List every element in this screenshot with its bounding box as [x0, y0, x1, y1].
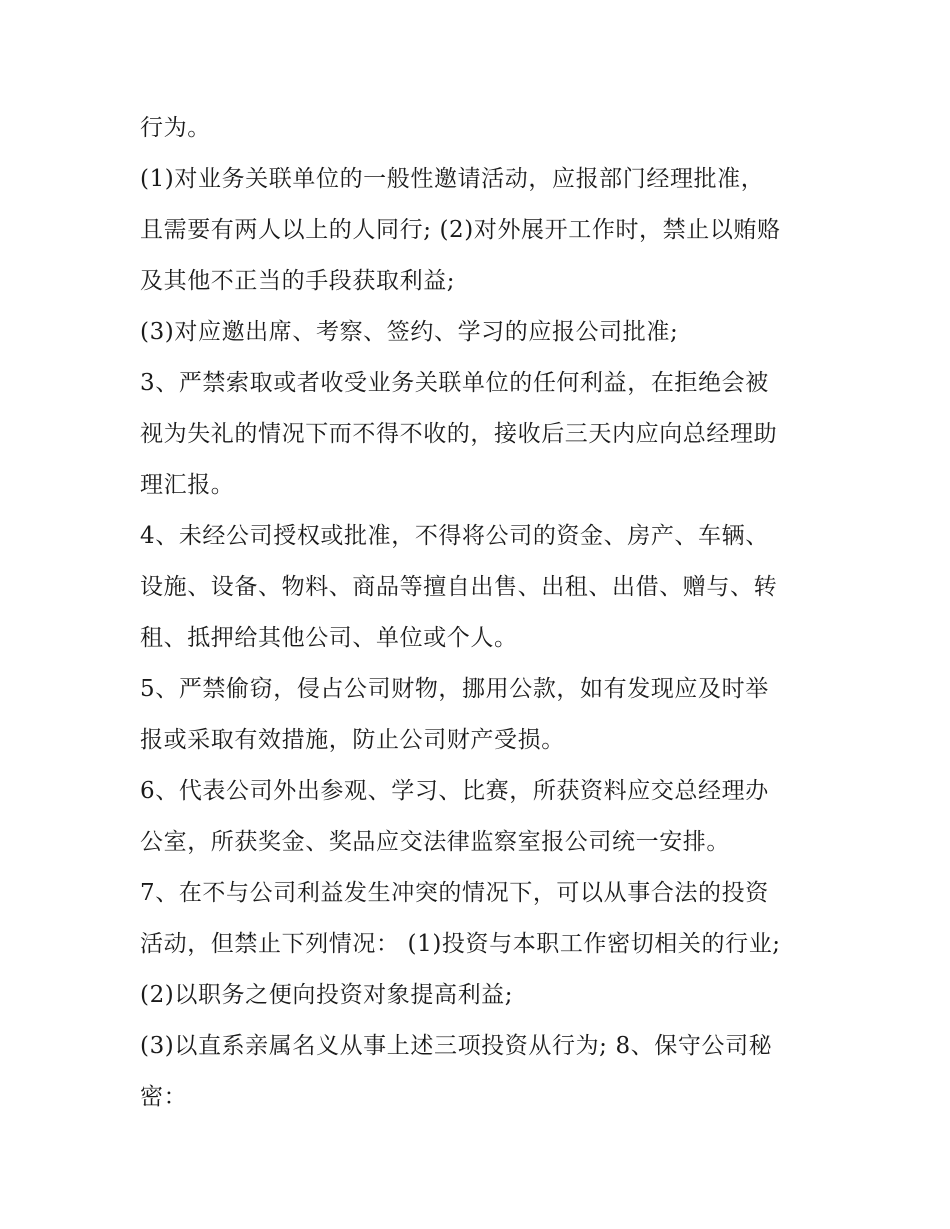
text-line: 报或采取有效措施，防止公司财产受损。 [140, 727, 565, 753]
text-line: 4、未经公司授权或批准，不得将公司的资金、房产、车辆、 [140, 523, 769, 549]
text-line: 理汇报。 [140, 472, 235, 498]
text-line: 视为失礼的情况下而不得不收的，接收后三天内应向总经理助 [140, 421, 778, 447]
text-line: 租、抵押给其他公司、单位或个人。 [140, 625, 518, 651]
text-line: 且需要有两人以上的人同行; (2)对外展开工作时，禁止以贿赂 [140, 217, 781, 243]
document-body [140, 110, 820, 1130]
text-line: 及其他不正当的手段获取利益; [140, 268, 456, 294]
text-line: 5、严禁偷窃，侵占公司财物，挪用公款，如有发现应及时举 [140, 676, 769, 702]
text-line: 设施、设备、物料、商品等擅自出售、出租、出借、赠与、转 [140, 574, 778, 600]
text-line: 活动，但禁止下列情况： (1)投资与本职工作密切相关的行业; [140, 931, 781, 957]
text-line: 密： [140, 1084, 188, 1110]
text-line: (2)以职务之便向投资对象提高利益; [140, 982, 514, 1008]
text-line: (3)对应邀出席、考察、签约、学习的应报公司批准; [140, 319, 679, 345]
text-line: 3、严禁索取或者收受业务关联单位的任何利益，在拒绝会被 [140, 370, 769, 396]
text-line: 行为。 [140, 115, 211, 141]
text-line: 6、代表公司外出参观、学习、比赛，所获资料应交总经理办 [140, 778, 769, 804]
text-line: (1)对业务关联单位的一般性邀请活动，应报部门经理批准， [140, 166, 765, 192]
text-line: (3)以直系亲属名义从事上述三项投资从行为; 8、保守公司秘 [140, 1033, 773, 1059]
text-line: 7、在不与公司利益发生冲突的情况下，可以从事合法的投资 [140, 880, 769, 906]
text-line: 公室，所获奖金、奖品应交法律监察室报公司统一安排。 [140, 829, 730, 855]
